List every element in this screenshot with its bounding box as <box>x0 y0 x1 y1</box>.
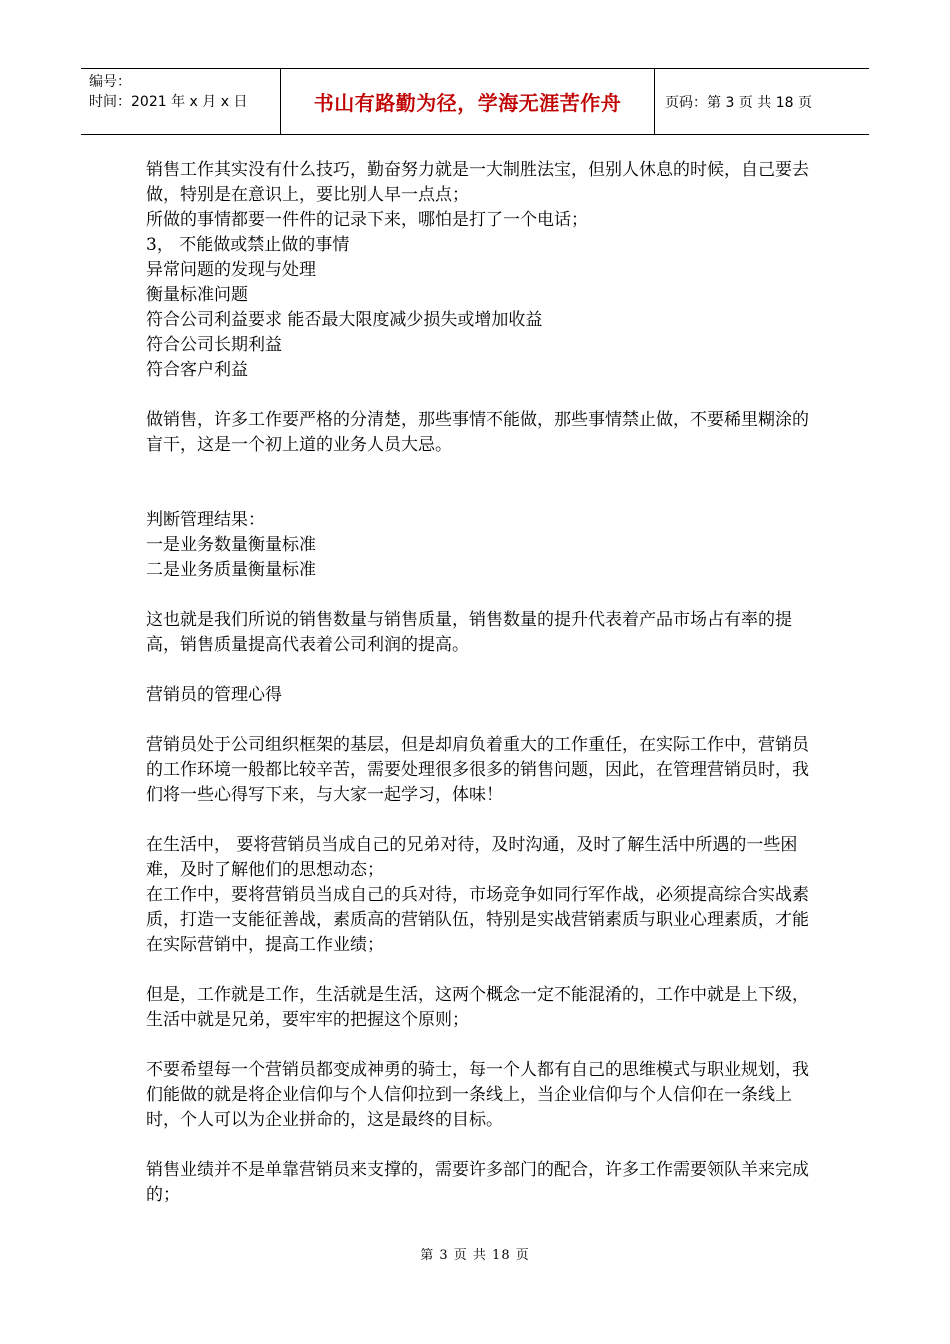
document-body <box>146 158 816 1208</box>
list-item: 符合公司长期利益 <box>146 335 282 355</box>
page-footer: 第 3 页 共 18 页 <box>420 1248 530 1263</box>
document-date-label: 时间：2021 年 x 月 x 日 <box>89 94 248 110</box>
header-motto: 书山有路勤为径，学海无涯苦作舟 <box>281 69 655 134</box>
list-item: 衡量标准问题 <box>146 285 248 305</box>
paragraph: 在工作中，要将营销员当成自己的兵对待，市场竞争如同行军作战，必须提高综合实战素质，打造一支能征善战，素质高的营销队伍，特别是实战营销素质与职业心理素质，才能在实际营销中，提高工作业绩； <box>146 885 809 955</box>
list-item: 符合公司利益要求 能否最大限度减少损失或增加收益 <box>146 310 543 330</box>
paragraph: 这也就是我们所说的销售数量与销售质量，销售数量的提升代表着产品市场占有率的提高，销售质量提高代表着公司利润的提高。 <box>146 610 792 655</box>
paragraph: 销售工作其实没有什么技巧，勤奋努力就是一大制胜法宝，但别人休息的时候，自己要去做，特别是在意识上，要比别人早一点点； <box>146 160 809 205</box>
paragraph: 不要希望每一个营销员都变成神勇的骑士，每一个人都有自己的思维模式与职业规划，我们能做的就是将企业信仰与个人信仰拉到一条线上，当企业信仰与个人信仰在一条线上时，个人可以为企业拼命的，这是最终的目标。 <box>146 1060 809 1130</box>
paragraph: 做销售，许多工作要严格的分清楚，那些事情不能做，那些事情禁止做，不要稀里糊涂的盲干，这是一个初上道的业务人员大忌。 <box>146 410 809 455</box>
section-heading: 营销员的管理心得 <box>146 685 282 705</box>
list-item: 二是业务质量衡量标准 <box>146 560 316 580</box>
list-item: 符合客户利益 <box>146 360 248 380</box>
list-item: 异常问题的发现与处理 <box>146 260 316 280</box>
paragraph: 销售业绩并不是单靠营销员来支撑的，需要许多部门的配合，许多工作需要领队羊来完成的； <box>146 1160 809 1205</box>
paragraph: 营销员处于公司组织框架的基层，但是却肩负着重大的工作重任，在实际工作中，营销员的工作环境一般都比较辛苦，需要处理很多很多的销售问题，因此，在管理营销员时，我们将一些心得写下来，与大家一起学习，体味！ <box>146 735 809 805</box>
paragraph: 在生活中， 要将营销员当成自己的兄弟对待，及时沟通，及时了解生活中所遇的一些困难，及时了解他们的思想动态； <box>146 835 798 880</box>
section-heading: 判断管理结果： <box>146 510 265 530</box>
header-meta <box>81 69 281 134</box>
section-heading: 3， 不能做或禁止做的事情 <box>146 235 350 255</box>
document-number-label: 编号： <box>89 74 131 90</box>
page-header <box>81 68 869 135</box>
paragraph: 所做的事情都要一件件的记录下来，哪怕是打了一个电话； <box>146 210 588 230</box>
paragraph: 但是，工作就是工作，生活就是生活，这两个概念一定不能混淆的，工作中就是上下级，生活中就是兄弟，要牢牢的把握这个原则； <box>146 985 809 1030</box>
header-page-indicator: 页码：第 3 页 共 18 页 <box>665 94 812 111</box>
list-item: 一是业务数量衡量标准 <box>146 535 316 555</box>
